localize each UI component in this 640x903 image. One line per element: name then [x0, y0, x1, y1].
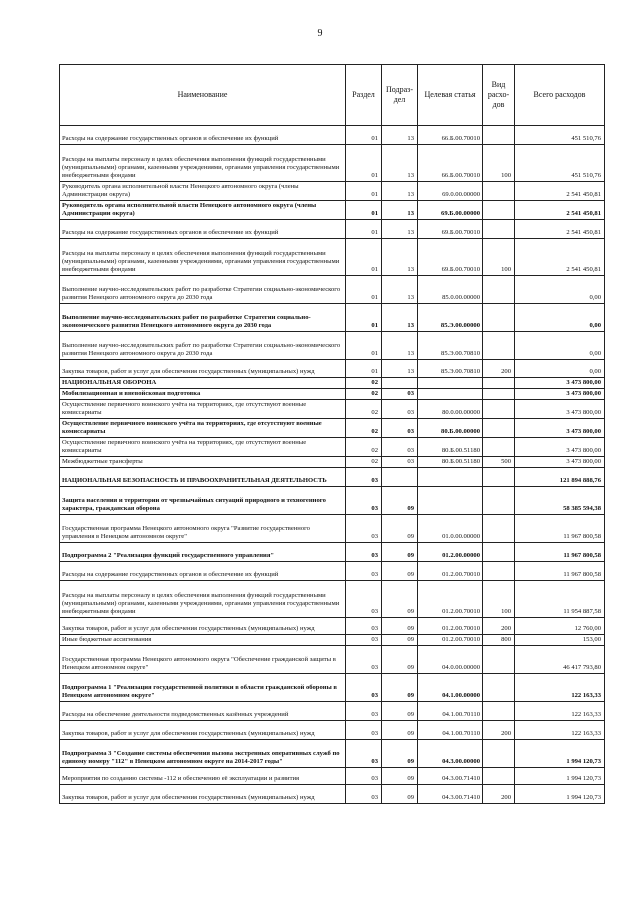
cell-name: Иные бюджетные ассигнования: [60, 635, 346, 646]
table-row: [60, 304, 605, 332]
cell-razdel: 02: [346, 457, 382, 468]
cell-vid: [483, 276, 515, 304]
cell-vid: [483, 126, 515, 145]
cell-vid: [483, 674, 515, 702]
cell-statya: [418, 468, 483, 487]
table-row: [60, 457, 605, 468]
cell-razdel: 01: [346, 304, 382, 332]
cell-podrazdel: 09: [382, 785, 418, 804]
cell-statya: 04.1.00.70110: [418, 721, 483, 740]
cell-statya: 04.1.00.00000: [418, 674, 483, 702]
cell-podrazdel: [382, 378, 418, 389]
cell-podrazdel: 03: [382, 419, 418, 438]
cell-name: Расходы на обеспечение деятельности подведомственных казённых учреждений: [60, 702, 346, 721]
cell-statya: 04.1.00.70110: [418, 702, 483, 721]
cell-statya: 01.2.00.70010: [418, 581, 483, 618]
cell-vid: [483, 702, 515, 721]
cell-statya: 85.0.00.00000: [418, 276, 483, 304]
table-header-row: [60, 65, 605, 126]
cell-amount: 11 954 887,58: [515, 581, 605, 618]
cell-podrazdel: 09: [382, 635, 418, 646]
cell-amount: 58 385 594,38: [515, 487, 605, 515]
cell-podrazdel: [382, 468, 418, 487]
cell-podrazdel: 13: [382, 220, 418, 239]
table-row: [60, 182, 605, 201]
cell-razdel: 01: [346, 332, 382, 360]
table-row: [60, 785, 605, 804]
cell-razdel: 02: [346, 400, 382, 419]
cell-name: Мобилизационная и вневойсковая подготовка: [60, 389, 346, 400]
cell-statya: 01.2.00.70010: [418, 618, 483, 635]
cell-razdel: 03: [346, 785, 382, 804]
cell-amount: 0,00: [515, 276, 605, 304]
cell-podrazdel: 09: [382, 543, 418, 562]
cell-razdel: 03: [346, 468, 382, 487]
cell-amount: 1 994 120,73: [515, 785, 605, 804]
cell-statya: 66.Б.00.70010: [418, 145, 483, 182]
cell-razdel: 02: [346, 419, 382, 438]
cell-podrazdel: 09: [382, 581, 418, 618]
table-row: [60, 400, 605, 419]
cell-name: Подпрограмма 2 "Реализация функций государственного управления": [60, 543, 346, 562]
cell-razdel: 01: [346, 126, 382, 145]
cell-statya: 85.Э.00.00000: [418, 304, 483, 332]
cell-name: Защита населения и территории от чрезвычайных ситуаций природного и техногенного характера, гражданская оборона: [60, 487, 346, 515]
cell-razdel: 03: [346, 543, 382, 562]
table-row: [60, 389, 605, 400]
cell-name: Межбюджетные трансферты: [60, 457, 346, 468]
cell-vid: [483, 438, 515, 457]
cell-vid: [483, 201, 515, 220]
cell-name: Мероприятия по созданию системы -112 и обеспечению её эксплуатации и развития: [60, 768, 346, 785]
cell-razdel: 03: [346, 740, 382, 768]
table-row: [60, 740, 605, 768]
cell-amount: 3 473 800,00: [515, 389, 605, 400]
cell-vid: [483, 562, 515, 581]
table-row: [60, 360, 605, 378]
cell-name: Выполнение научно-исследовательских работ по разработке Стратегии социально-экономического развития Ненецкого автономного округа до 2030 года: [60, 332, 346, 360]
cell-name: Расходы на выплаты персоналу в целях обеспечения выполнения функций государственными (муниципальными) органами, казенными учреждениями, органами управления государственными внебюджетными фондами: [60, 145, 346, 182]
cell-vid: [483, 543, 515, 562]
cell-name: Закупка товаров, работ и услуг для обеспечения государственных (муниципальных) нужд: [60, 785, 346, 804]
cell-podrazdel: 09: [382, 515, 418, 543]
cell-vid: 500: [483, 457, 515, 468]
cell-vid: 200: [483, 785, 515, 804]
table-row: [60, 702, 605, 721]
cell-amount: 451 510,76: [515, 126, 605, 145]
table-row: [60, 468, 605, 487]
cell-razdel: 01: [346, 360, 382, 378]
cell-podrazdel: 13: [382, 332, 418, 360]
cell-amount: 122 163,33: [515, 721, 605, 740]
cell-podrazdel: 09: [382, 721, 418, 740]
cell-razdel: 01: [346, 201, 382, 220]
cell-statya: 01.2.00.70010: [418, 562, 483, 581]
page-number: 9: [317, 28, 323, 39]
cell-podrazdel: 09: [382, 618, 418, 635]
cell-name: Закупка товаров, работ и услуг для обеспечения государственных (муниципальных) нужд: [60, 360, 346, 378]
table-row: [60, 768, 605, 785]
cell-vid: 100: [483, 239, 515, 276]
header-statya: Целевая статья: [418, 65, 483, 126]
cell-name: Расходы на содержание государственных органов и обеспечение их функций: [60, 562, 346, 581]
cell-statya: 04.3.00.71410: [418, 768, 483, 785]
cell-razdel: 01: [346, 239, 382, 276]
cell-name: Осуществление первичного воинского учёта на территориях, где отсутствуют военные комиссариаты: [60, 400, 346, 419]
cell-name: Государственная программа Ненецкого автономного округа "Развитие государственного управления в Ненецком автономном округе": [60, 515, 346, 543]
cell-vid: 800: [483, 635, 515, 646]
cell-statya: [418, 389, 483, 400]
cell-vid: [483, 646, 515, 674]
cell-podrazdel: 13: [382, 304, 418, 332]
table-row: [60, 635, 605, 646]
cell-podrazdel: 13: [382, 360, 418, 378]
budget-table: [59, 64, 605, 804]
cell-amount: 121 894 888,76: [515, 468, 605, 487]
cell-statya: 04.3.00.00000: [418, 740, 483, 768]
cell-razdel: 01: [346, 145, 382, 182]
table-row: [60, 581, 605, 618]
cell-podrazdel: 09: [382, 768, 418, 785]
cell-razdel: 03: [346, 618, 382, 635]
cell-amount: 3 473 800,00: [515, 457, 605, 468]
cell-podrazdel: 13: [382, 182, 418, 201]
cell-razdel: 03: [346, 674, 382, 702]
cell-razdel: 03: [346, 635, 382, 646]
cell-razdel: 01: [346, 276, 382, 304]
cell-podrazdel: 13: [382, 239, 418, 276]
table-row: [60, 239, 605, 276]
cell-amount: 2 541 450,81: [515, 239, 605, 276]
cell-amount: 122 163,33: [515, 674, 605, 702]
cell-amount: 3 473 800,00: [515, 400, 605, 419]
cell-amount: 2 541 450,81: [515, 182, 605, 201]
cell-amount: 11 967 800,58: [515, 562, 605, 581]
cell-vid: [483, 182, 515, 201]
cell-name: Выполнение научно-исследовательских работ по разработке Стратегии социально-экономического развития Ненецкого автономного округа до 2030 года: [60, 304, 346, 332]
cell-razdel: 03: [346, 646, 382, 674]
cell-vid: [483, 389, 515, 400]
table-row: [60, 618, 605, 635]
header-podrazdel: Подраз-дел: [382, 65, 418, 126]
table-row: [60, 438, 605, 457]
cell-vid: 200: [483, 721, 515, 740]
cell-statya: 04.0.00.00000: [418, 646, 483, 674]
table-row: [60, 543, 605, 562]
cell-amount: 3 473 800,00: [515, 419, 605, 438]
cell-statya: 69.Б.00.70010: [418, 239, 483, 276]
cell-vid: [483, 220, 515, 239]
header-vid: Вид расхо-дов: [483, 65, 515, 126]
cell-podrazdel: 13: [382, 145, 418, 182]
cell-statya: 01.2.00.00000: [418, 543, 483, 562]
cell-amount: 2 541 450,81: [515, 201, 605, 220]
cell-razdel: 03: [346, 721, 382, 740]
cell-podrazdel: 13: [382, 276, 418, 304]
cell-name: Осуществление первичного воинского учёта на территориях, где отсутствуют военные комиссариаты: [60, 419, 346, 438]
cell-podrazdel: 13: [382, 126, 418, 145]
cell-razdel: 01: [346, 220, 382, 239]
cell-vid: [483, 400, 515, 419]
cell-statya: [418, 378, 483, 389]
cell-statya: 80.Б.00.51180: [418, 438, 483, 457]
cell-podrazdel: 09: [382, 646, 418, 674]
cell-statya: 80.Б.00.00000: [418, 419, 483, 438]
cell-razdel: 03: [346, 562, 382, 581]
cell-amount: 451 510,76: [515, 145, 605, 182]
cell-razdel: 03: [346, 702, 382, 721]
table-row: [60, 646, 605, 674]
cell-razdel: 02: [346, 389, 382, 400]
cell-podrazdel: 09: [382, 487, 418, 515]
cell-amount: 11 967 800,58: [515, 543, 605, 562]
table-row: [60, 674, 605, 702]
cell-vid: [483, 768, 515, 785]
cell-podrazdel: 13: [382, 201, 418, 220]
cell-vid: 200: [483, 618, 515, 635]
cell-amount: 3 473 800,00: [515, 378, 605, 389]
cell-amount: 12 760,00: [515, 618, 605, 635]
cell-statya: 04.3.00.71410: [418, 785, 483, 804]
cell-podrazdel: 03: [382, 400, 418, 419]
cell-name: Расходы на содержание государственных органов и обеспечение их функций: [60, 220, 346, 239]
cell-vid: 100: [483, 145, 515, 182]
cell-name: Руководитель органа исполнительной власти Ненецкого автономного округа (члены Администрации округа): [60, 201, 346, 220]
cell-amount: 153,00: [515, 635, 605, 646]
cell-razdel: 02: [346, 378, 382, 389]
cell-name: Расходы на выплаты персоналу в целях обеспечения выполнения функций государственными (муниципальными) органами, казенными учреждениями, органами управления государственными внебюджетными фондами: [60, 239, 346, 276]
table-row: [60, 419, 605, 438]
cell-statya: 66.Б.00.70010: [418, 126, 483, 145]
cell-statya: 01.0.00.00000: [418, 515, 483, 543]
cell-razdel: 03: [346, 768, 382, 785]
cell-podrazdel: 03: [382, 389, 418, 400]
cell-razdel: 02: [346, 438, 382, 457]
cell-amount: 122 163,33: [515, 702, 605, 721]
table-row: [60, 721, 605, 740]
cell-statya: 80.0.00.00000: [418, 400, 483, 419]
cell-podrazdel: 09: [382, 740, 418, 768]
cell-name: Осуществление первичного воинского учёта на территориях, где отсутствуют военные комиссариаты: [60, 438, 346, 457]
cell-vid: 100: [483, 581, 515, 618]
cell-razdel: 01: [346, 182, 382, 201]
cell-statya: 80.Б.00.51180: [418, 457, 483, 468]
table-row: [60, 126, 605, 145]
cell-podrazdel: 03: [382, 457, 418, 468]
cell-amount: 3 473 800,00: [515, 438, 605, 457]
table-row: [60, 201, 605, 220]
table-row: [60, 276, 605, 304]
cell-podrazdel: 03: [382, 438, 418, 457]
cell-name: Государственная программа Ненецкого автономного округа "Обеспечение гражданской защиты в Ненецком автономном округе": [60, 646, 346, 674]
table-row: [60, 332, 605, 360]
cell-amount: 46 417 793,80: [515, 646, 605, 674]
header-name: Наименование: [60, 65, 346, 126]
table-row: [60, 562, 605, 581]
cell-vid: 200: [483, 360, 515, 378]
cell-podrazdel: 09: [382, 562, 418, 581]
table-row: [60, 220, 605, 239]
cell-statya: 69.Б.00.70010: [418, 220, 483, 239]
cell-name: Подпрограмма 3 "Создание системы обеспечения вызова экстренных оперативных служб по единому номеру "112" в Ненецком автономном округе на 2014-2017 годы": [60, 740, 346, 768]
cell-vid: [483, 332, 515, 360]
cell-amount: 2 541 450,81: [515, 220, 605, 239]
cell-name: Подпрограмма 1 "Реализация государственной политики в области гражданской обороны в Ненецком автономном округе": [60, 674, 346, 702]
table-row: [60, 378, 605, 389]
cell-podrazdel: 09: [382, 674, 418, 702]
cell-podrazdel: 09: [382, 702, 418, 721]
cell-name: Руководитель органа исполнительной власти Ненецкого автономного округа (члены Администрации округа): [60, 182, 346, 201]
table-row: [60, 515, 605, 543]
cell-name: Закупка товаров, работ и услуг для обеспечения государственных (муниципальных) нужд: [60, 618, 346, 635]
cell-statya: 01.2.00.70010: [418, 635, 483, 646]
table-row: [60, 487, 605, 515]
cell-razdel: 03: [346, 515, 382, 543]
cell-vid: [483, 419, 515, 438]
cell-amount: 0,00: [515, 332, 605, 360]
cell-vid: [483, 304, 515, 332]
cell-name: Закупка товаров, работ и услуг для обеспечения государственных (муниципальных) нужд: [60, 721, 346, 740]
cell-razdel: 03: [346, 581, 382, 618]
cell-statya: 69.Б.00.00000: [418, 201, 483, 220]
cell-statya: 85.Э.00.70810: [418, 332, 483, 360]
cell-vid: [483, 487, 515, 515]
header-total: Всего расходов: [515, 65, 605, 126]
cell-amount: 1 994 120,73: [515, 740, 605, 768]
cell-statya: 85.Э.00.70810: [418, 360, 483, 378]
cell-amount: 0,00: [515, 304, 605, 332]
cell-amount: 0,00: [515, 360, 605, 378]
cell-vid: [483, 740, 515, 768]
cell-name: Выполнение научно-исследовательских работ по разработке Стратегии социально-экономического развития Ненецкого автономного округа до 2030 года: [60, 276, 346, 304]
cell-name: Расходы на выплаты персоналу в целях обеспечения выполнения функций государственными (муниципальными) органами, казенными учреждениями, органами управления государственными внебюджетными фондами: [60, 581, 346, 618]
cell-name: Расходы на содержание государственных органов и обеспечение их функций: [60, 126, 346, 145]
cell-razdel: 03: [346, 487, 382, 515]
cell-amount: 1 994 120,73: [515, 768, 605, 785]
cell-statya: [418, 487, 483, 515]
cell-statya: 69.0.00.00000: [418, 182, 483, 201]
cell-vid: [483, 515, 515, 543]
cell-name: НАЦИОНАЛЬНАЯ ОБОРОНА: [60, 378, 346, 389]
cell-name: НАЦИОНАЛЬНАЯ БЕЗОПАСНОСТЬ И ПРАВООХРАНИТЕЛЬНАЯ ДЕЯТЕЛЬНОСТЬ: [60, 468, 346, 487]
cell-amount: 11 967 800,58: [515, 515, 605, 543]
cell-vid: [483, 378, 515, 389]
header-razdel: Раздел: [346, 65, 382, 126]
table-row: [60, 145, 605, 182]
cell-vid: [483, 468, 515, 487]
